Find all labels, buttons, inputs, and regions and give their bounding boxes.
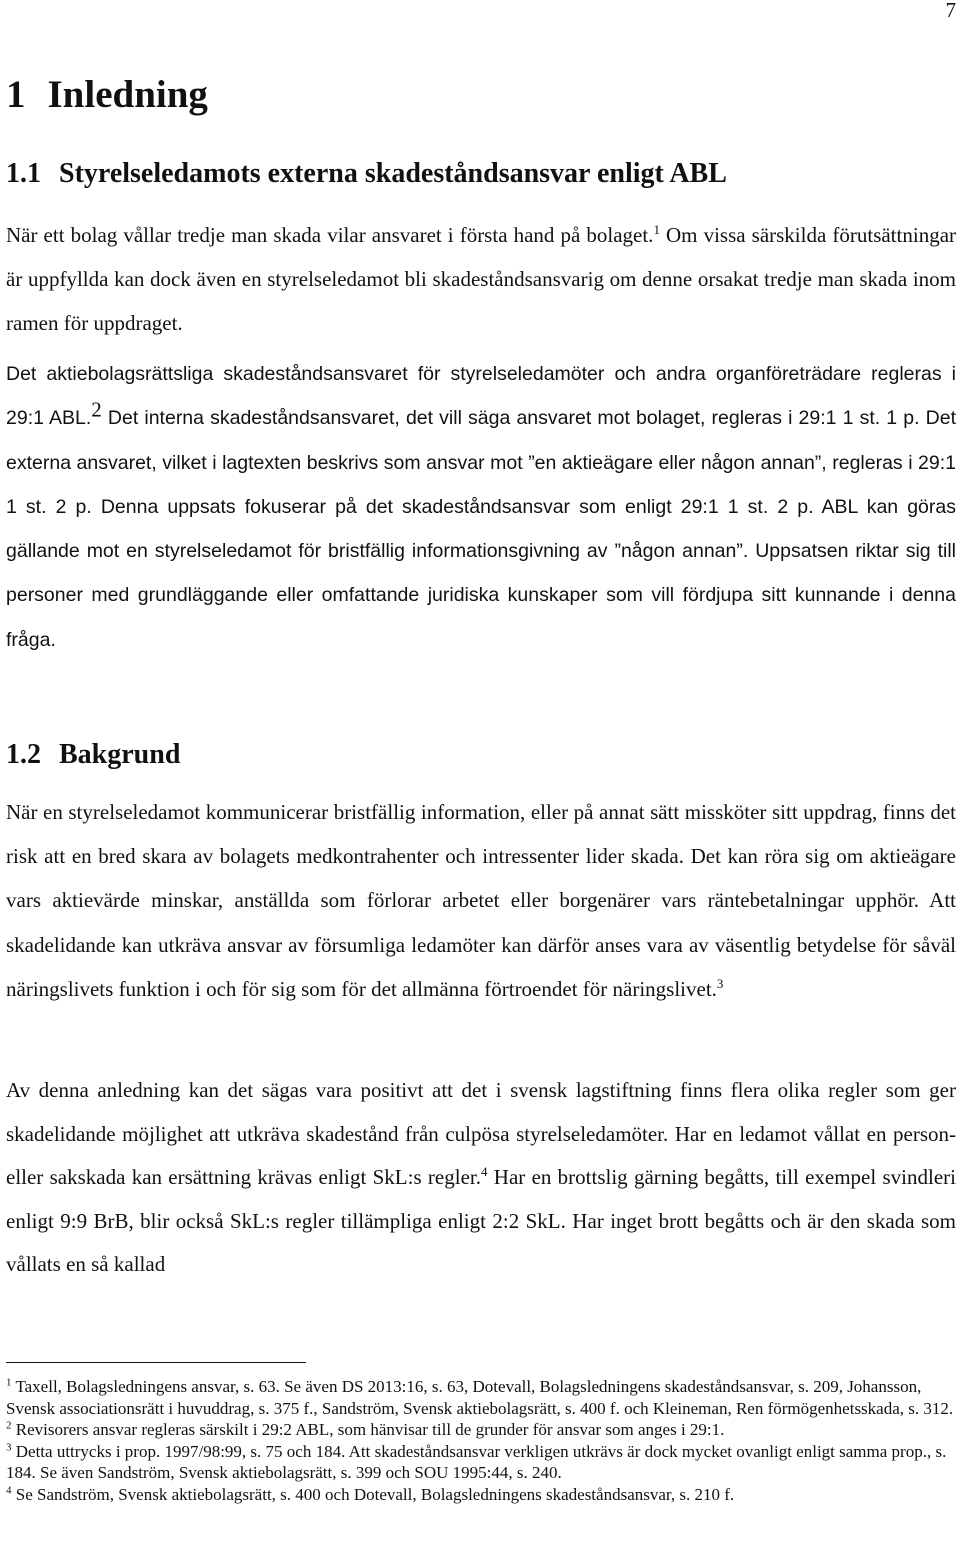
section-number: 1.1 bbox=[6, 158, 41, 189]
footnote-text: Taxell, Bolagsledningens ansvar, s. 63. Se även DS 2013:16, s. 63, Dotevall, Bolagsledningens skadeståndsansvar, s. 209, Johansson, Svensk associationsrätt i huvuddrag, s. 375 f., Sandström, Svensk aktiebolagsrätt, s. 400 f. och Kleineman, Ren förmögenhetsskada, s. 312. bbox=[6, 1377, 954, 1418]
footnote-ref: 3 bbox=[716, 975, 724, 991]
paragraph-text: Har en brottslig gärning begåtts, till exempel svindleri enligt 9:9 BrB, blir också SkL:s regler tillämpliga enligt 2:2 SkL. Har inget brott begåtts och är den skada som vållats en så kallad bbox=[6, 1165, 956, 1276]
chapter-title: Inledning bbox=[47, 73, 208, 116]
footnote-text: Se Sandström, Svensk aktiebolagsrätt, s. 400 och Dotevall, Bolagsledningens skadeståndsansvar, s. 210 f. bbox=[11, 1484, 735, 1504]
footnote-text: Detta uttrycks i prop. 1997/98:99, s. 75 och 184. Att skadeståndsansvar verkligen utkrävs är dock mycket ovanligt enligt samma prop., s. 184. Se även Sandström, Svensk aktiebolagsrätt, s. 399 och SOU 1995:44, s. 240. bbox=[6, 1441, 947, 1483]
page-number: 7 bbox=[945, 0, 956, 22]
section-title: Styrelseledamots externa skadeståndsansvar enligt ABL bbox=[59, 158, 727, 189]
section-number: 1.2 bbox=[6, 739, 41, 770]
paragraph-text: När en styrelseledamot kommunicerar bristfällig information, eller på annat sätt missköter sitt uppdrag, finns det risk att en bred skara av bolagets medkontrahenter och intressenter lider skada. Det kan röra sig om aktieägare vars aktievärde minskar, anställda som förlorar arbetet eller borgenärer vars räntebetalningar upphör. Att skadelidande kan utkräva ansvar av försumliga ledamöter kan därför anses vara av väsentlig betydelse för såväl näringslivets funktion i och för sig som för det allmänna förtroendet för näringslivet. bbox=[6, 800, 956, 1001]
footnotes bbox=[6, 1376, 956, 1506]
chapter-number: 1 bbox=[6, 73, 26, 116]
footnote-divider bbox=[6, 1362, 306, 1363]
paragraph-2 bbox=[6, 352, 956, 662]
footnote-ref: 2 bbox=[91, 397, 102, 422]
paragraph-text: När ett bolag vållar tredje man skada vilar ansvaret i första hand på bolaget. bbox=[6, 223, 654, 247]
footnote-ref: 4 bbox=[481, 1164, 488, 1179]
section-title: Bakgrund bbox=[59, 739, 181, 770]
footnote bbox=[6, 1419, 956, 1441]
paragraph-text: Det interna skadeståndsansvaret, det vill säga ansvaret mot bolaget, regleras i 29:1 1 st. 1 p. Det externa ansvaret, vilket i lagtexten beskrivs som ansvar mot ”en aktieägare eller någon annan”, regleras i 29:1 1 st. 2 p. Denna uppsats fokuserar på det skadeståndsansvar som enligt 29:1 1 st. 2 p. ABL kan göras gällande mot en styrelseledamot för bristfällig informationsgivning av ”någon annan”. Uppsatsen riktar sig till personer med grundläggande eller omfattande juridiska kunskaper som vill fördjupa sitt kunnande i denna fråga. bbox=[6, 407, 956, 651]
paragraph-text: Av denna anledning kan det sägas vara positivt att det i svensk lagstiftning finns flera olika regler som ger skadelidande möjlighet att utkräva skadestånd från culpösa styrelseledamöter. Har en ledamot vållat en person- eller sakskada kan ersättning krävas enligt SkL:s regler. bbox=[6, 1078, 956, 1189]
paragraph-3 bbox=[6, 790, 956, 1011]
section-heading-1-1 bbox=[6, 156, 727, 192]
footnote-ref: 1 bbox=[653, 222, 660, 237]
footnote bbox=[6, 1484, 956, 1506]
paragraph-1 bbox=[6, 213, 956, 345]
section-heading-1-2 bbox=[6, 737, 180, 773]
footnote bbox=[6, 1441, 956, 1484]
chapter-heading bbox=[6, 74, 208, 116]
paragraph-text: Om vissa särskilda förutsättningar är uppfyllda kan dock även en styrelseledamot bli skadeståndsansvarig om denne orsakat tredje man skada inom ramen för uppdraget. bbox=[6, 223, 957, 335]
paragraph-text: Det aktiebolagsrättsliga skadeståndsansvaret för styrelseledamöter och andra organföreträdare regleras i 29:1 ABL. bbox=[6, 363, 956, 430]
footnote bbox=[6, 1376, 956, 1419]
footnote-number: 1 bbox=[6, 1376, 12, 1389]
paragraph-4 bbox=[6, 1069, 956, 1287]
footnote-number: 4 bbox=[6, 1484, 12, 1497]
footnote-number: 2 bbox=[6, 1419, 12, 1432]
footnote-number: 3 bbox=[6, 1441, 12, 1454]
footnote-text: Revisorers ansvar regleras särskilt i 29:2 ABL, som hänvisar till de grunder för ansvar som anges i 29:1. bbox=[11, 1420, 725, 1440]
